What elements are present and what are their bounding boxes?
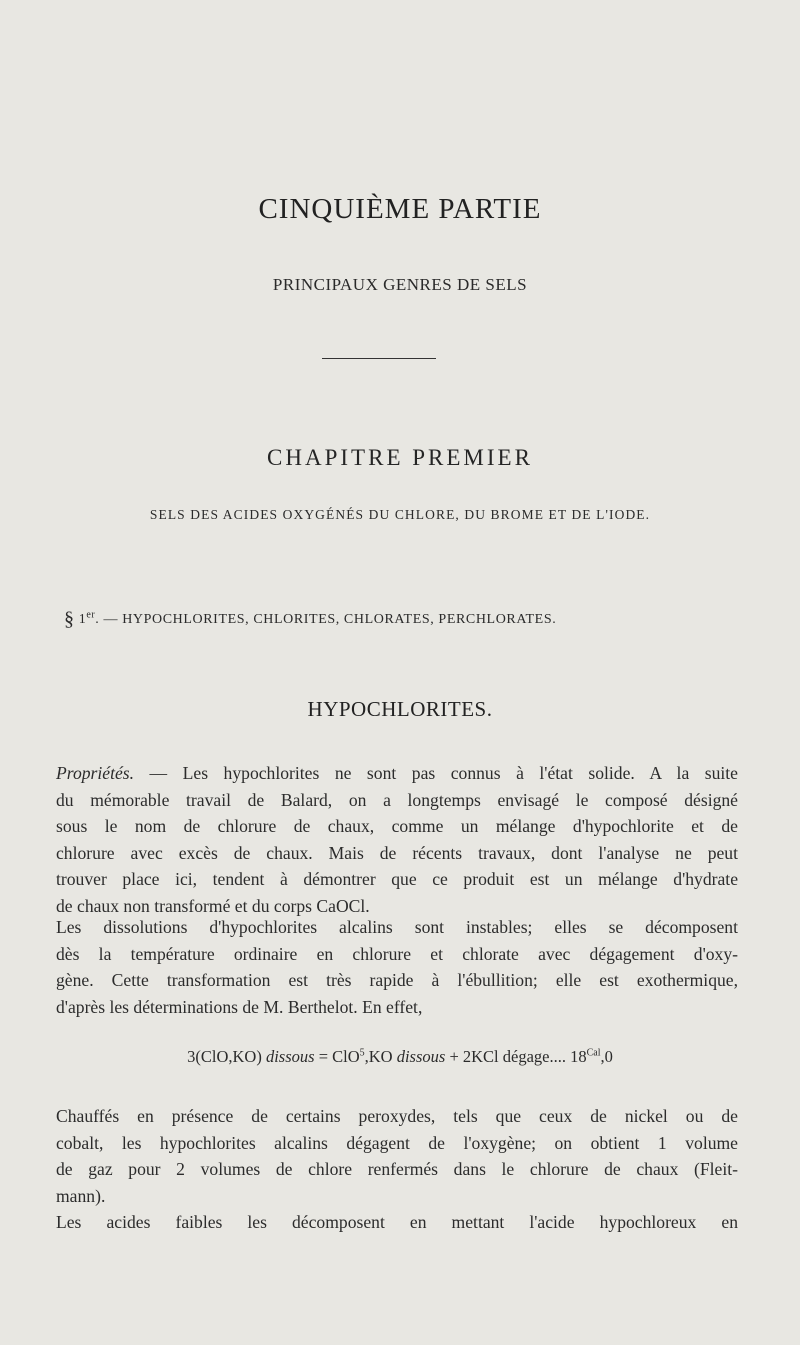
paragraph-dissolutions xyxy=(56,914,738,1020)
text-line: Les dissolutions d'hypochlorites alcalins sont instables; elles se décomposent xyxy=(56,917,738,937)
section-dash: . — xyxy=(95,612,119,627)
paragraph-proprietes xyxy=(56,760,738,919)
paragraph-peroxydes xyxy=(56,1103,738,1209)
paragraph-acides xyxy=(56,1209,738,1236)
text-line: chlorure avec excès de chaux. Mais de récents travaux, dont l'analyse ne peut xyxy=(56,842,738,863)
separator-rule xyxy=(322,358,436,359)
part-title: CINQUIÈME PARTIE xyxy=(258,193,542,225)
text-line: du mémorable travail de Balard, on a longtemps envisagé le composé désigné xyxy=(56,789,738,810)
chemical-equation: 3(ClO,KO) dissous = ClO$^5$,KO dissous + 2KCl dégage.... $18^{Cal},0$ xyxy=(187,1047,613,1066)
paragraph-lead: Propriétés. xyxy=(56,763,135,783)
text-line: Propriétés. — Les hypochlorites ne sont pas connus à l'état solide. A la suite xyxy=(56,763,738,783)
part-subtitle: PRINCIPAUX GENRES DE SELS xyxy=(272,275,528,294)
text-line: mann). xyxy=(56,1185,106,1206)
text-line: Chauffés en présence de certains peroxydes, tels que ceux de nickel ou de xyxy=(56,1106,738,1126)
text-line: dès la température ordinaire en chlorure et chlorate avec dégagement d'oxy- xyxy=(56,943,738,964)
text-line: trouver place ici, tendent à démontrer que ce produit est un mélange d'hydrate xyxy=(56,869,738,889)
section-number-suffix: er xyxy=(86,609,96,621)
text-line: gène. Cette transformation est très rapide à l'ébullition; elle est exothermique, xyxy=(56,970,738,990)
section-title: HYPOCHLORITES, CHLORITES, CHLORATES, PERCHLORATES. xyxy=(122,612,557,627)
text-line: de chaux non transformé et du corps CaOCl. xyxy=(56,895,370,916)
text-line: d'après les déterminations de M. Berthelot. En effet, xyxy=(56,996,423,1017)
chapter-subtitle: SELS DES ACIDES OXYGÉNÉS DU CHLORE, DU BROME ET DE L'IODE. xyxy=(149,507,651,522)
section-title-line xyxy=(64,608,704,631)
section-symbol: § xyxy=(64,608,75,630)
text-line: Les acides faibles les décomposent en mettant l'acide hypochloreux en xyxy=(56,1212,738,1232)
section-heading: HYPOCHLORITES. xyxy=(307,697,493,721)
text-line: sous le nom de chlorure de chaux, comme un mélange d'hypochlorite et de xyxy=(56,816,738,836)
section-number: 1 xyxy=(78,612,87,627)
text-line: cobalt, les hypochlorites alcalins dégagent de l'oxygène; on obtient 1 volume xyxy=(56,1132,738,1153)
chapter-title: CHAPITRE PREMIER xyxy=(267,445,533,470)
text-line: de gaz pour 2 volumes de chlore renfermés dans le chlorure de chaux (Fleit- xyxy=(56,1159,738,1179)
